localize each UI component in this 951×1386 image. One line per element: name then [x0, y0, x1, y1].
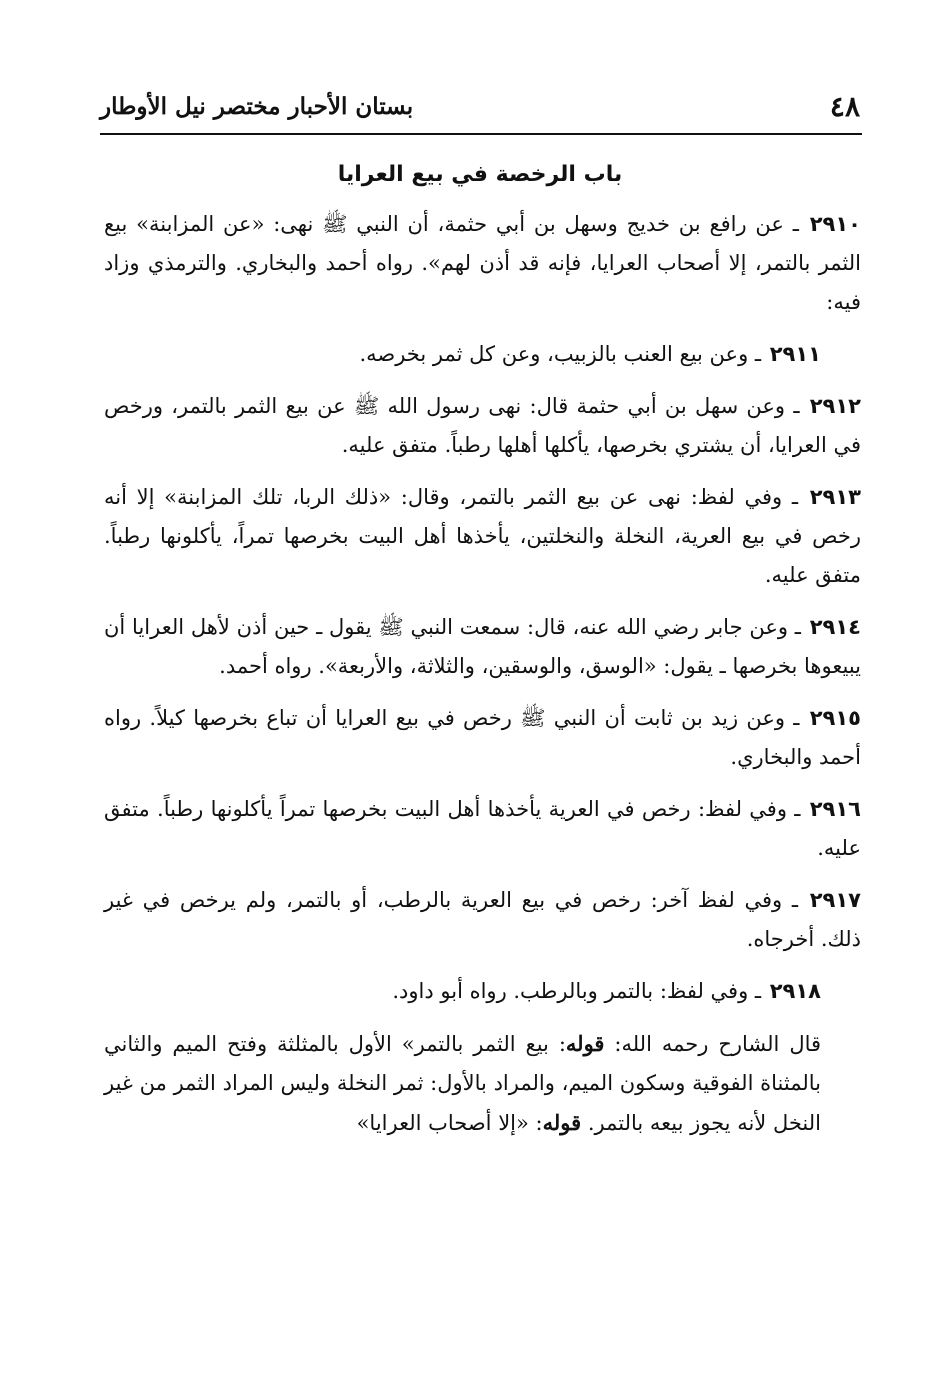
running-title: بستان الأحبار مختصر نيل الأوطار: [100, 92, 414, 120]
hadith-2916: [104, 790, 861, 868]
header-rule: [100, 133, 862, 135]
body-text: [104, 205, 861, 1156]
commentary-text: قال الشارح رحمه الله:: [604, 1032, 822, 1056]
hadith-text: ـ وعن زيد بن ثابت أن النبي ﷺ رخص في بيع العرايا أن تباع بخرصها كيلاً. رواه أحمد والبخاري.: [104, 706, 861, 769]
hadith-number: ٢٩١٢: [809, 394, 861, 418]
hadith-2913: [104, 478, 861, 595]
commentary-paragraph: [104, 1024, 861, 1143]
hadith-text: ـ وعن بيع العنب بالزبيب، وعن كل ثمر بخرصه.: [359, 342, 768, 366]
hadith-2918: [104, 972, 861, 1011]
hadith-number: ٢٩١١: [769, 342, 821, 366]
hadith-number: ٢٩١٦: [809, 797, 861, 821]
commentary-keyword: قوله: [542, 1110, 582, 1135]
page-number: ٤٨: [829, 89, 860, 123]
hadith-2917: [104, 881, 861, 959]
hadith-text: ـ وفي لفظ: نهى عن بيع الثمر بالتمر، وقال: «ذلك الربا، تلك المزابنة» إلا أنه رخص في بيع العرية، النخلة والنخلتين، يأخذها أهل البيت بخرصها تمراً، يأكلونها رطباً. متفق عليه.: [104, 485, 861, 587]
hadith-number: ٢٩١٣: [809, 485, 861, 509]
hadith-text: ـ وفي لفظ آخر: رخص في بيع العرية بالرطب، أو بالتمر، ولم يرخص في غير ذلك. أخرجاه.: [104, 888, 861, 951]
commentary-text: : بيع الثمر بالتمر» الأول بالمثلثة وفتح الميم والثاني بالمثناة الفوقية وسكون الميم، والمراد بالأول: ثمر النخلة وليس المراد الثمر من غير النخل لأنه يجوز بيعه بالتمر.: [104, 1032, 821, 1135]
hadith-number: ٢٩١٥: [809, 706, 861, 730]
page-header: [100, 86, 860, 126]
hadith-2915: [104, 699, 861, 777]
hadith-number: ٢٩١٧: [809, 888, 861, 912]
hadith-number: ٢٩١٠: [809, 212, 861, 236]
hadith-number: ٢٩١٤: [809, 615, 861, 639]
hadith-2910: [104, 205, 861, 322]
hadith-2911: [104, 335, 861, 374]
hadith-text: ـ وعن سهل بن أبي حثمة قال: نهى رسول الله ﷺ عن بيع الثمر بالتمر، ورخص في العرايا، أن يشتري بخرصها، يأكلها أهلها رطباً. متفق عليه.: [104, 394, 861, 457]
commentary-text: : «إلا أصحاب العرايا»: [356, 1111, 543, 1135]
chapter-title: باب الرخصة في بيع العرايا: [337, 162, 623, 187]
commentary-keyword: قوله: [565, 1031, 605, 1056]
hadith-text: ـ وعن جابر رضي الله عنه، قال: سمعت النبي ﷺ يقول ـ حين أذن لأهل العرايا أن يبيعوها بخرصها ـ يقول: «الوسق، والوسقين، والثلاثة، والأربعة». رواه أحمد.: [104, 615, 861, 678]
hadith-text: ـ عن رافع بن خديج وسهل بن أبي حثمة، أن النبي ﷺ نهى: «عن المزابنة» بيع الثمر بالتمر، إلا أصحاب العرايا، فإنه قد أذن لهم». رواه أحمد والبخاري. والترمذي وزاد فيه:: [104, 212, 861, 314]
hadith-2912: [104, 387, 861, 465]
hadith-number: ٢٩١٨: [769, 979, 821, 1003]
hadith-text: ـ وفي لفظ: رخص في العرية يأخذها أهل البيت بخرصها تمراً يأكلونها رطباً. متفق عليه.: [104, 797, 861, 860]
hadith-2914: [104, 608, 861, 686]
hadith-text: ـ وفي لفظ: بالتمر وبالرطب. رواه أبو داود.: [392, 979, 768, 1003]
